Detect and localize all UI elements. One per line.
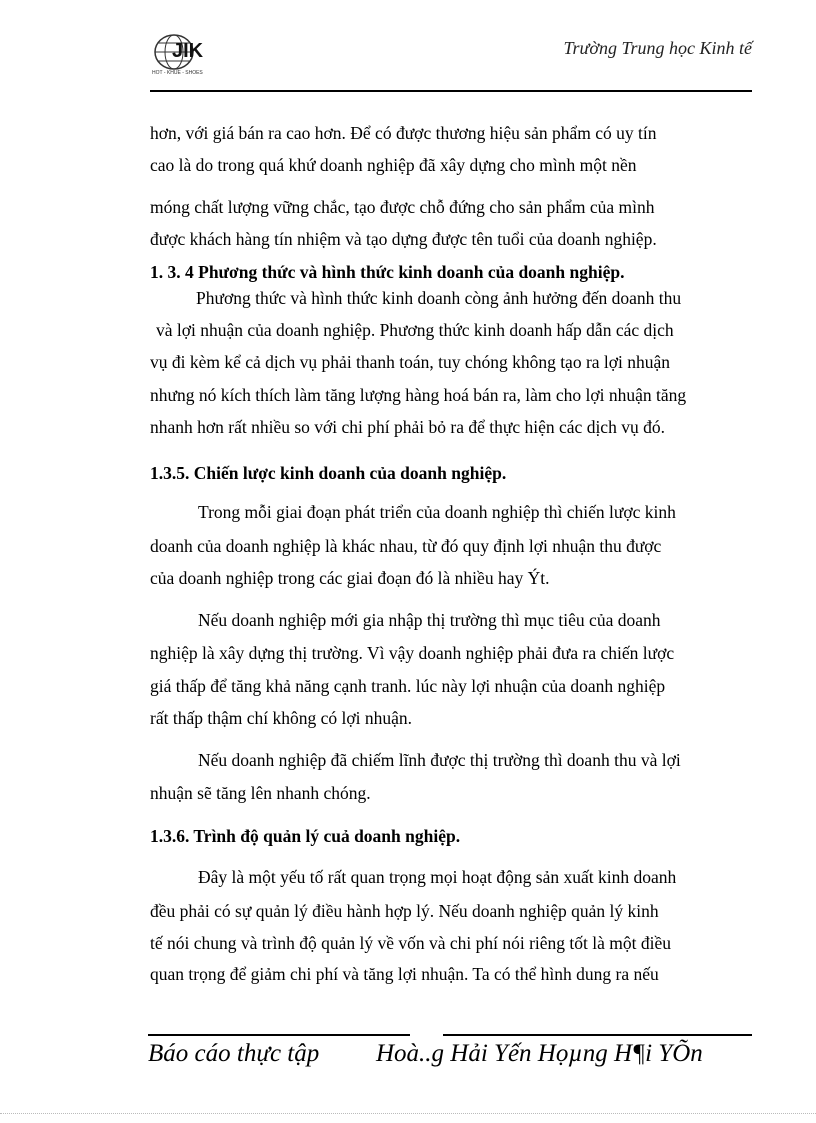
body-line: nhuận sẽ tăng lên nhanh chóng. (150, 783, 371, 803)
body-line: cao là do trong quá khứ doanh nghiệp đã xây dựng cho mình một nền (150, 155, 637, 175)
body-line: Đây là một yếu tố rất quan trọng mọi hoạt động sản xuất kinh doanh (198, 867, 677, 887)
school-logo (150, 30, 222, 76)
body-line: giá thấp để tăng khả năng cạnh tranh. lúc này lợi nhuận của doanh nghiệp (150, 676, 666, 696)
footer-divider-left (148, 1034, 410, 1036)
body-line: Trong mỗi giai đoạn phát triển của doanh nghiệp thì chiến lược kinh (198, 502, 676, 522)
body-line: nghiệp là xây dựng thị trường. Vì vậy doanh nghiệp phải đưa ra chiến lược (150, 643, 675, 663)
section-heading: 1.3.6. Trình độ quản lý cuả doanh nghiệp. (150, 826, 461, 846)
body-line: Phương thức và hình thức kinh doanh còng ảnh hưởng đến doanh thu (196, 288, 682, 308)
body-line: quan trọng để giảm chi phí và tăng lợi nhuận. Ta có thể hình dung ra nếu (150, 964, 659, 984)
footer-report-title: Báo cáo thực tập (148, 1040, 320, 1067)
body-line: nhanh hơn rất nhiều so với chi phí phải bỏ ra để thực hiện các dịch vụ đó. (150, 417, 665, 437)
logo-text: JIK (172, 40, 204, 62)
footer-author-name: Hoà..g Hải Yến Họµng H¶i YÕn (376, 1040, 703, 1067)
body-line: và lợi nhuận của doanh nghiệp. Phương thức kinh doanh hấp dẫn các dịch (156, 320, 674, 340)
body-line: vụ đi kèm kể cả dịch vụ phải thanh toán, tuy chóng không tạo ra lợi nhuận (150, 352, 671, 372)
globe-logo-icon (150, 30, 222, 76)
body-line: Nếu doanh nghiệp đã chiếm lĩnh được thị trường thì doanh thu và lợi (198, 750, 681, 770)
body-line: móng chất lượng vững chắc, tạo được chỗ đứng cho sản phẩm của mình (150, 197, 655, 217)
header-school-name: Trường Trung học Kinh tế (563, 38, 752, 58)
header-divider (150, 90, 752, 92)
body-line: được khách hàng tín nhiệm và tạo dựng được tên tuổi của doanh nghiệp. (150, 229, 657, 249)
body-line: của doanh nghiệp trong các giai đoạn đó là nhiều hay Ýt. (150, 568, 550, 588)
body-line: rất thấp thậm chí không có lợi nhuận. (150, 708, 412, 728)
body-line: hơn, với giá bán ra cao hơn. Để có được thương hiệu sản phẩm có uy tín (150, 123, 657, 143)
body-line: doanh của doanh nghiệp là khác nhau, từ đó quy định lợi nhuận thu được (150, 536, 662, 556)
logo-subtext: HOT - KHUE - SHOES (152, 70, 203, 76)
footer-divider-right (443, 1034, 752, 1036)
page-bottom-border (0, 1113, 816, 1114)
body-line: Nếu doanh nghiệp mới gia nhập thị trường thì mục tiêu của doanh (198, 610, 661, 630)
section-heading: 1. 3. 4 Phương thức và hình thức kinh doanh của doanh nghiệp. (150, 262, 625, 282)
body-line: tế nói chung và trình độ quản lý về vốn và chi phí nói riêng tốt là một điều (150, 933, 672, 953)
section-heading: 1.3.5. Chiến lược kinh doanh của doanh nghiệp. (150, 463, 507, 483)
body-line: đều phải có sự quản lý điều hành hợp lý. Nếu doanh nghiệp quản lý kinh (150, 901, 659, 921)
body-line: nhưng nó kích thích làm tăng lượng hàng hoá bán ra, làm cho lợi nhuận tăng (150, 385, 687, 405)
